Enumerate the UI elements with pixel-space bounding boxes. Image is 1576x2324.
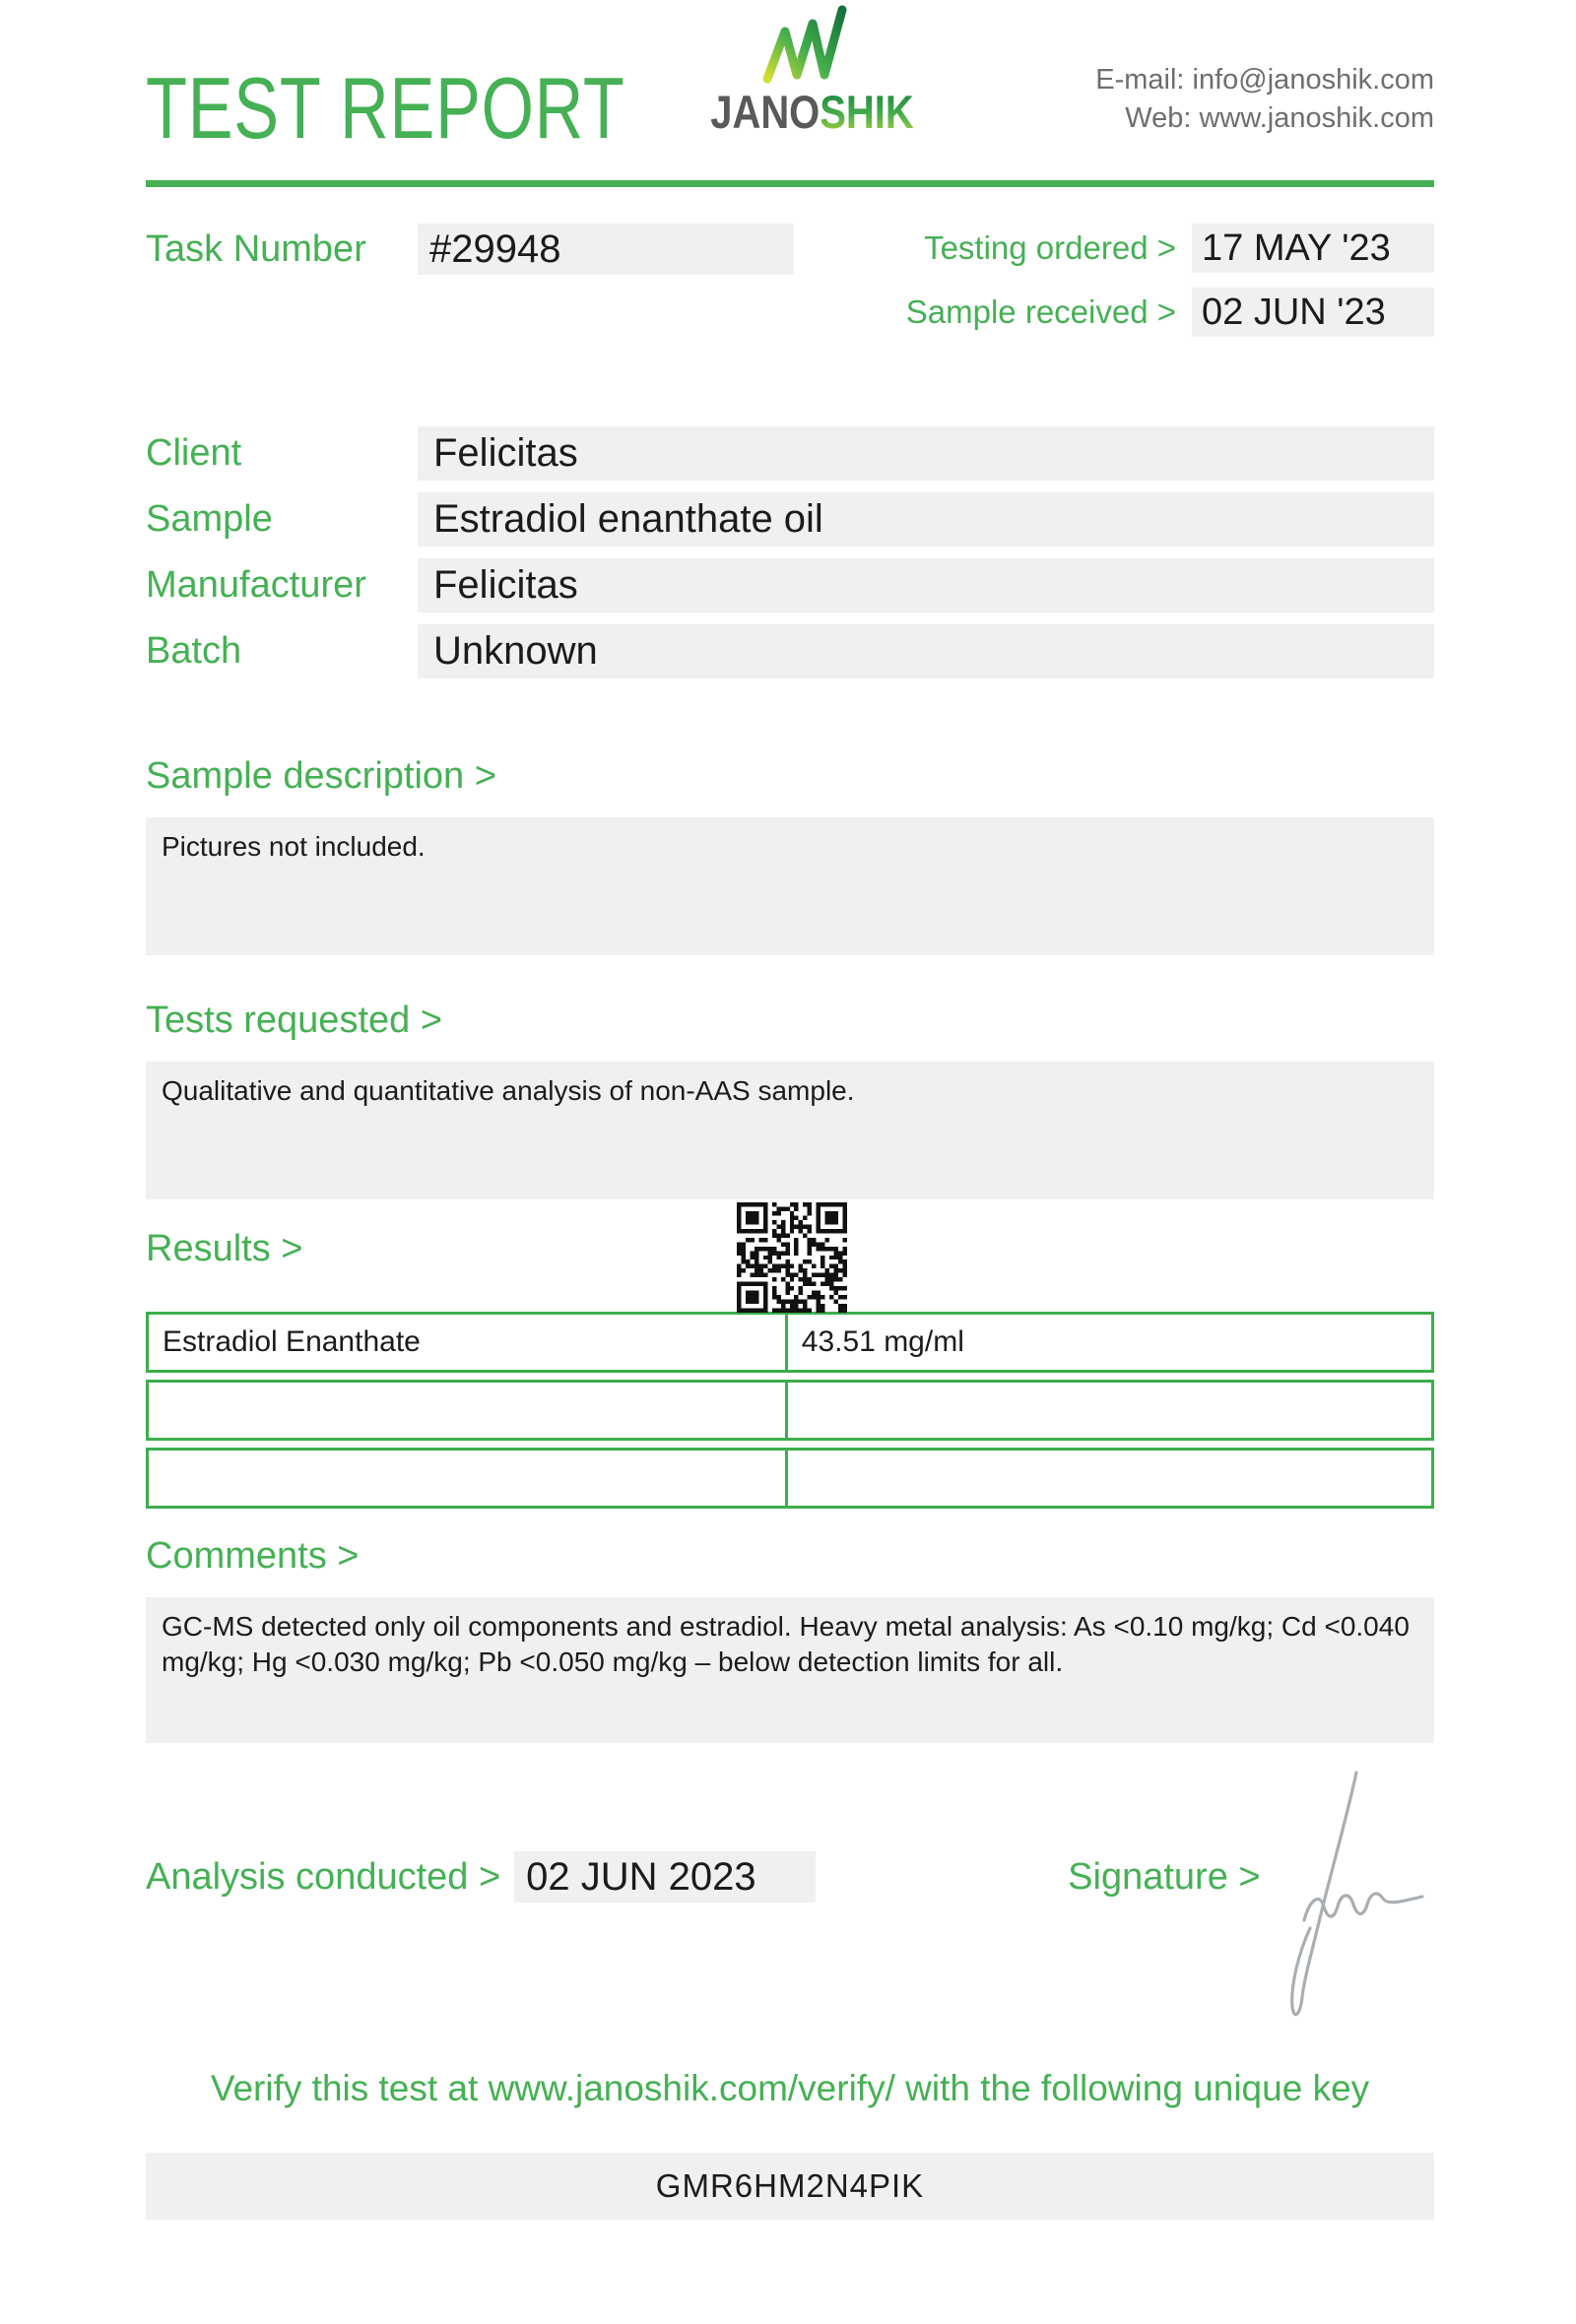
email-label: E-mail: bbox=[1095, 64, 1185, 96]
page-title: TEST REPORT bbox=[146, 59, 625, 157]
task-number-label: Task Number bbox=[146, 228, 366, 270]
info-row-client bbox=[146, 426, 1434, 481]
results-row bbox=[146, 1312, 1434, 1373]
unique-key: GMR6HM2N4PIK bbox=[655, 2167, 925, 2204]
test-report-page bbox=[146, 0, 1434, 2220]
analysis-conducted-date: 02 JUN 2023 bbox=[514, 1851, 816, 1903]
janoshik-logo bbox=[693, 2, 920, 138]
result-analyte bbox=[149, 1451, 785, 1506]
manufacturer-value: Felicitas bbox=[418, 558, 1434, 613]
growth-chart-icon bbox=[759, 2, 854, 85]
verify-text: Verify this test at www.janoshik.com/verify/ with the following unique key bbox=[210, 2068, 1370, 2108]
results-table bbox=[146, 1312, 1434, 1509]
web-label: Web: bbox=[1125, 102, 1192, 134]
qr-code bbox=[737, 1202, 847, 1313]
client-value: Felicitas bbox=[418, 426, 1434, 481]
results-section bbox=[146, 1227, 1434, 1509]
web-line bbox=[1095, 99, 1434, 138]
sample-description-box bbox=[146, 817, 1434, 955]
comments-heading: Comments > bbox=[146, 1535, 360, 1577]
dates-block bbox=[906, 224, 1434, 337]
sample-description-heading: Sample description > bbox=[146, 755, 496, 797]
logo-word-gray: JANO bbox=[710, 86, 821, 138]
result-analyte: Estradiol Enanthate bbox=[163, 1325, 421, 1358]
tests-requested-heading: Tests requested > bbox=[146, 1000, 443, 1041]
email-line bbox=[1095, 61, 1434, 99]
web-value: www.janoshik.com bbox=[1199, 102, 1434, 134]
results-row bbox=[146, 1448, 1434, 1509]
sample-label: Sample bbox=[146, 498, 273, 540]
result-value bbox=[785, 1451, 1431, 1506]
testing-ordered-row bbox=[906, 224, 1434, 273]
email-value: info@janoshik.com bbox=[1192, 64, 1434, 96]
task-number-value: #29948 bbox=[418, 224, 794, 275]
header bbox=[146, 0, 1434, 157]
unique-key-box bbox=[146, 2153, 1434, 2220]
sample-received-label: Sample received > bbox=[905, 293, 1176, 330]
sample-received-row bbox=[906, 288, 1434, 337]
signature-image bbox=[1253, 1761, 1440, 2056]
info-row-sample bbox=[146, 492, 1434, 547]
comments-box bbox=[146, 1597, 1434, 1743]
client-label: Client bbox=[146, 432, 242, 474]
analysis-conducted-label: Analysis conducted > bbox=[146, 1855, 501, 1898]
logo-word-green: SHIK bbox=[820, 86, 914, 138]
batch-value: Unknown bbox=[418, 624, 1434, 678]
tests-requested-text: Qualitative and quantitative analysis of non-AAS sample. bbox=[162, 1075, 855, 1106]
results-heading: Results > bbox=[146, 1228, 303, 1269]
header-divider bbox=[146, 180, 1434, 187]
results-row bbox=[146, 1380, 1434, 1441]
sample-description-text: Pictures not included. bbox=[162, 831, 426, 862]
signature-label: Signature > bbox=[1068, 1855, 1261, 1898]
manufacturer-label: Manufacturer bbox=[146, 564, 366, 606]
sample-received-date: 02 JUN '23 bbox=[1192, 288, 1434, 337]
info-row-manufacturer bbox=[146, 558, 1434, 613]
testing-ordered-date: 17 MAY '23 bbox=[1192, 224, 1434, 273]
tests-requested-box bbox=[146, 1062, 1434, 1199]
logo-wordmark bbox=[710, 86, 914, 138]
result-value bbox=[785, 1383, 1431, 1438]
result-value: 43.51 mg/ml bbox=[785, 1315, 1431, 1370]
sample-value: Estradiol enanthate oil bbox=[418, 492, 1434, 547]
comments-text: GC-MS detected only oil components and estradiol. Heavy metal analysis: As <0.10 mg/kg; Cd <0.040 mg/kg; Hg <0.030 mg/kg; Pb <0.050 mg/kg – below detection limits for all. bbox=[162, 1611, 1410, 1677]
batch-label: Batch bbox=[146, 630, 242, 672]
result-analyte bbox=[149, 1383, 785, 1438]
contact-block bbox=[1095, 61, 1434, 138]
task-meta-row bbox=[146, 224, 1434, 337]
conducted-row bbox=[146, 1851, 1434, 1903]
sample-info-list bbox=[146, 426, 1434, 678]
testing-ordered-label: Testing ordered > bbox=[924, 229, 1176, 266]
info-row-batch bbox=[146, 624, 1434, 678]
